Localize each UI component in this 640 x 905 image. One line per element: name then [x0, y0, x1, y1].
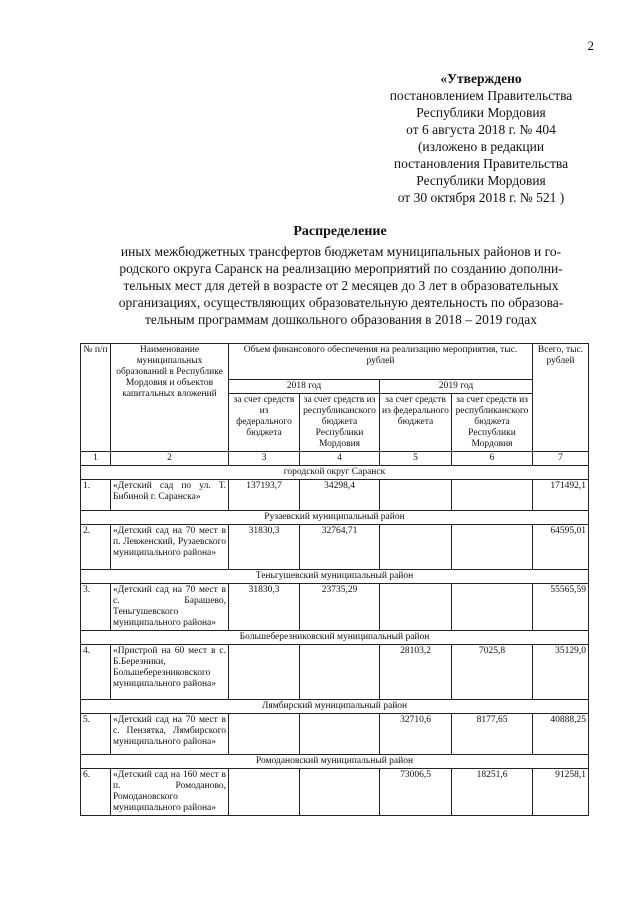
column-number: 6 — [452, 452, 533, 466]
header-year-2018: 2018 год — [229, 380, 380, 394]
header-volume: Объем финансового обеспечения на реализацию мероприятия, тыс. рублей — [229, 344, 533, 380]
row-name: «Детский сад по ул. Т. Бибиной г. Саранска» — [111, 480, 229, 511]
row-total: 40888,25 — [533, 714, 589, 755]
approval-line: постановления Правительства — [393, 156, 569, 171]
row-num: 1. — [81, 480, 111, 511]
table-row — [81, 584, 589, 631]
row-name: «Детский сад на 70 мест в с. Пензятка, Лямбирского муниципального района» — [111, 714, 229, 755]
row-federal-2019 — [380, 584, 452, 631]
approval-line: Республики Мордовия — [416, 173, 546, 188]
section-title: Большеберезниковский муниципальный район — [81, 631, 589, 645]
approval-line: от 6 августа 2018 г. № 404 — [406, 122, 556, 137]
row-republican-2018: 32764,71 — [300, 525, 380, 570]
header-federal-2018: за счет средств из федерального бюджета — [229, 394, 300, 452]
row-federal-2019: 28103,2 — [380, 645, 452, 700]
section-title: городской округ Саранск — [81, 466, 589, 480]
row-federal-2019 — [380, 480, 452, 511]
row-name: «Пристрой на 60 мест в с. Б.Березники, Большеберезниковского муниципального района» — [111, 645, 229, 700]
header-name: Наименование муниципальных образований в Республике Мордовия и объектов капитальных вложений — [111, 344, 229, 452]
approval-stamp — [352, 70, 610, 206]
row-federal-2019: 73006,5 — [380, 769, 452, 816]
table-row — [81, 645, 589, 700]
row-name: «Детский сад на 160 мест в п. Ромоданово, Ромодановского муниципального района» — [111, 769, 229, 816]
row-federal-2018: 31830,3 — [229, 525, 300, 570]
row-num: 3. — [81, 584, 111, 631]
header-federal-2019: за счет средств из федерального бюджета — [380, 394, 452, 452]
row-total: 64595,01 — [533, 525, 589, 570]
row-republican-2019 — [452, 480, 533, 511]
subtitle-line: тельным программам дошкольного образования в 2018 – 2019 годах — [145, 312, 537, 327]
row-federal-2018 — [229, 769, 300, 816]
row-republican-2018: 34298,4 — [300, 480, 380, 511]
row-federal-2018 — [229, 645, 300, 700]
table-row — [81, 714, 589, 755]
row-republican-2019 — [452, 525, 533, 570]
row-name: «Детский сад на 70 мест в с. Барашево, Теньгушевского муниципального района» — [111, 584, 229, 631]
approval-line: (изложено в редакции — [417, 139, 545, 154]
header-republican-2019: за счет средств из республиканского бюджета Республики Мордовия — [452, 394, 533, 452]
section-title: Ромодановский муниципальный район — [81, 755, 589, 769]
approval-line: Республики Мордовия — [416, 105, 546, 120]
section-title: Рузаевский муниципальный район — [81, 511, 589, 525]
approval-line: «Утверждено — [440, 71, 522, 86]
row-republican-2018 — [300, 769, 380, 816]
column-number: 3 — [229, 452, 300, 466]
subtitle-line: организациях, осуществляющих образовательную деятельность по образова- — [118, 295, 564, 310]
row-republican-2018 — [300, 645, 380, 700]
row-republican-2019: 7025,8 — [452, 645, 533, 700]
row-total: 55565,59 — [533, 584, 589, 631]
document-subtitle — [72, 243, 610, 328]
row-total: 91258,1 — [533, 769, 589, 816]
column-number: 4 — [300, 452, 380, 466]
header-republican-2018: за счет средств из республиканского бюджета Республики Мордовия — [300, 394, 380, 452]
column-number: 5 — [380, 452, 452, 466]
row-num: 4. — [81, 645, 111, 700]
subtitle-line: тельных мест для детей в возрасте от 2 месяцев до 3 лет в образовательных — [123, 278, 559, 293]
section-title: Теньгушевский муниципальный район — [81, 570, 589, 584]
approval-line: постановлением Правительства — [389, 88, 573, 103]
row-name: «Детский сад на 70 мест в п. Левженский, Рузаевского муниципального района» — [111, 525, 229, 570]
row-federal-2018: 31830,3 — [229, 584, 300, 631]
distribution-table — [80, 343, 589, 816]
row-federal-2019: 32710,6 — [380, 714, 452, 755]
row-num: 5. — [81, 714, 111, 755]
subtitle-line: родского округа Саранск на реализацию мероприятий по созданию дополни- — [119, 261, 563, 276]
row-republican-2019: 18251,6 — [452, 769, 533, 816]
header-year-2019: 2019 год — [380, 380, 533, 394]
table-row — [81, 480, 589, 511]
row-republican-2019 — [452, 584, 533, 631]
column-number: 1 — [81, 452, 111, 466]
row-federal-2018: 137193,7 — [229, 480, 300, 511]
section-title: Лямбирский муниципальный район — [81, 700, 589, 714]
row-total: 35129,0 — [533, 645, 589, 700]
row-total: 171492,1 — [533, 480, 589, 511]
subtitle-line: иных межбюджетных трансфертов бюджетам муниципальных районов и го- — [120, 244, 562, 259]
row-republican-2019: 8177,65 — [452, 714, 533, 755]
row-num: 2. — [81, 525, 111, 570]
row-republican-2018 — [300, 714, 380, 755]
column-number: 2 — [111, 452, 229, 466]
row-republican-2018: 23735,29 — [300, 584, 380, 631]
row-num: 6. — [81, 769, 111, 816]
row-federal-2018 — [229, 714, 300, 755]
page-number: 2 — [587, 38, 594, 53]
header-total: Всего, тыс. рублей — [533, 344, 589, 452]
header-num: № п/п — [81, 344, 111, 452]
table-row — [81, 769, 589, 816]
table-row — [81, 525, 589, 570]
approval-line: от 30 октября 2018 г. № 521 ) — [397, 190, 565, 205]
row-federal-2019 — [380, 525, 452, 570]
column-number: 7 — [533, 452, 589, 466]
document-title: Распределение — [293, 224, 387, 239]
